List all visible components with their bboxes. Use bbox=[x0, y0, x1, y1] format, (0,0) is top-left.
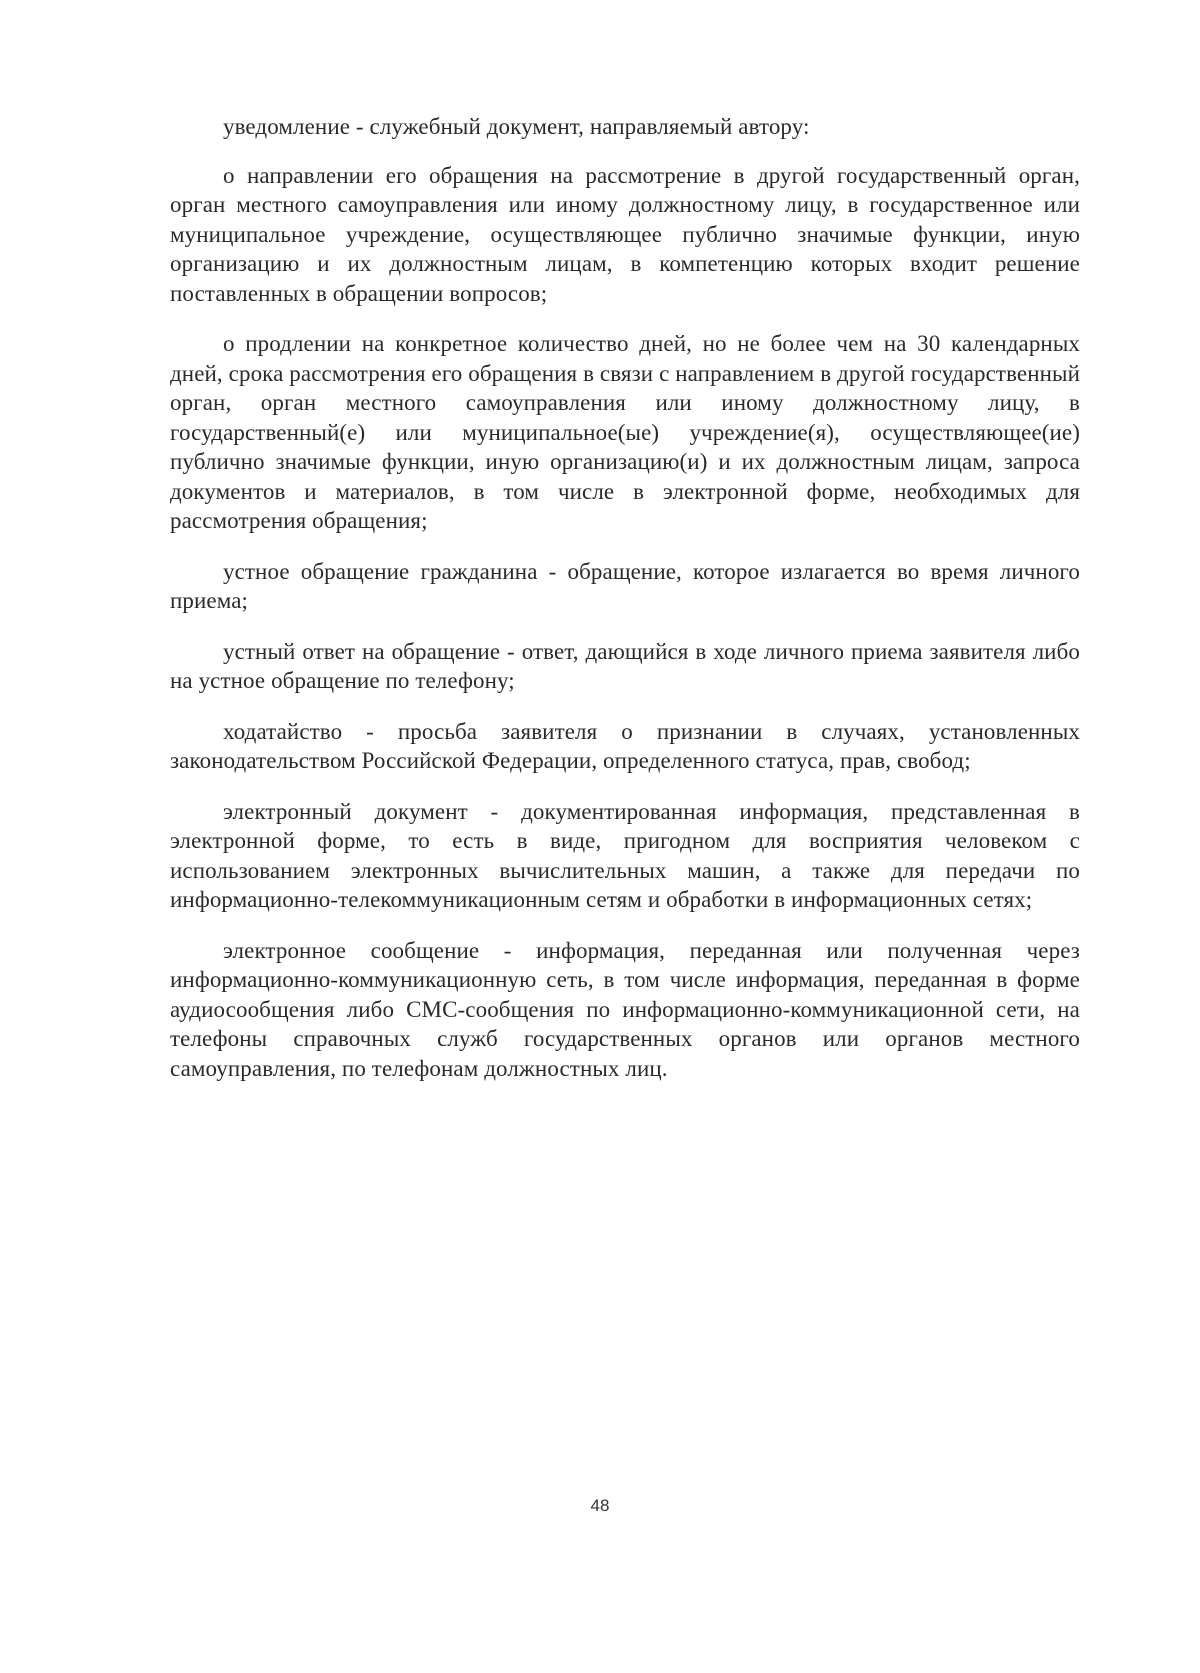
page-number: 48 bbox=[590, 1496, 610, 1515]
paragraph-oral-appeal: устное обращение гражданина - обращение, которое излагается во время личного приема; bbox=[170, 558, 1080, 613]
paragraph-electronic-document: электронный документ - документированная информация, представленная в электронной форме, то есть в виде, пригодном для восприятия человеком с использованием электронных вычислительных машин, а также для передачи по информационно-телекоммуникационным сетям и обработки в информационных сетях; bbox=[170, 798, 1080, 912]
paragraph-notification-definition: уведомление - служебный документ, направляемый автору: bbox=[223, 114, 810, 139]
paragraph-oral-answer: устный ответ на обращение - ответ, дающийся в ходе личного приема заявителя либо на устное обращение по телефону; bbox=[170, 638, 1080, 693]
paragraph-extension-notice: о продлении на конкретное количество дней, но не более чем на 30 календарных дней, срока рассмотрения его обращения в связи с направлением в другой государственный орган, орган местного самоуправления или иному должностному лицу, в государственный(е) или муниципальное(ые) учреждение(я), осуществляющее(ие) публично значимые функции, иную организацию(и) и их должностным лицам, запроса документов и материалов, в том числе в электронной форме, необходимых для рассмотрения обращения; bbox=[170, 331, 1080, 533]
document-body bbox=[170, 112, 1080, 1104]
paragraph-petition: ходатайство - просьба заявителя о признании в случаях, установленных законодательством Российской Федерации, определенного статуса, прав, свобод; bbox=[170, 718, 1080, 773]
paragraph-redirect-notice: о направлении его обращения на рассмотрение в другой государственный орган, орган местного самоуправления или иному должностному лицу, в государственное или муниципальное учреждение, осуществляющее публично значимые функции, иную организацию и их должностным лицам, в компетенцию которых входит решение поставленных в обращении вопросов; bbox=[170, 162, 1080, 306]
paragraph-electronic-message: электронное сообщение - информация, переданная или полученная через информационно-коммуникационную сеть, в том числе информация, переданная в форме аудиосообщения либо СМС-сообщения по информационно-коммуникационной сети, на телефоны справочных служб государственных органов или органов местного самоуправления, по телефонам должностных лиц. bbox=[170, 937, 1080, 1081]
